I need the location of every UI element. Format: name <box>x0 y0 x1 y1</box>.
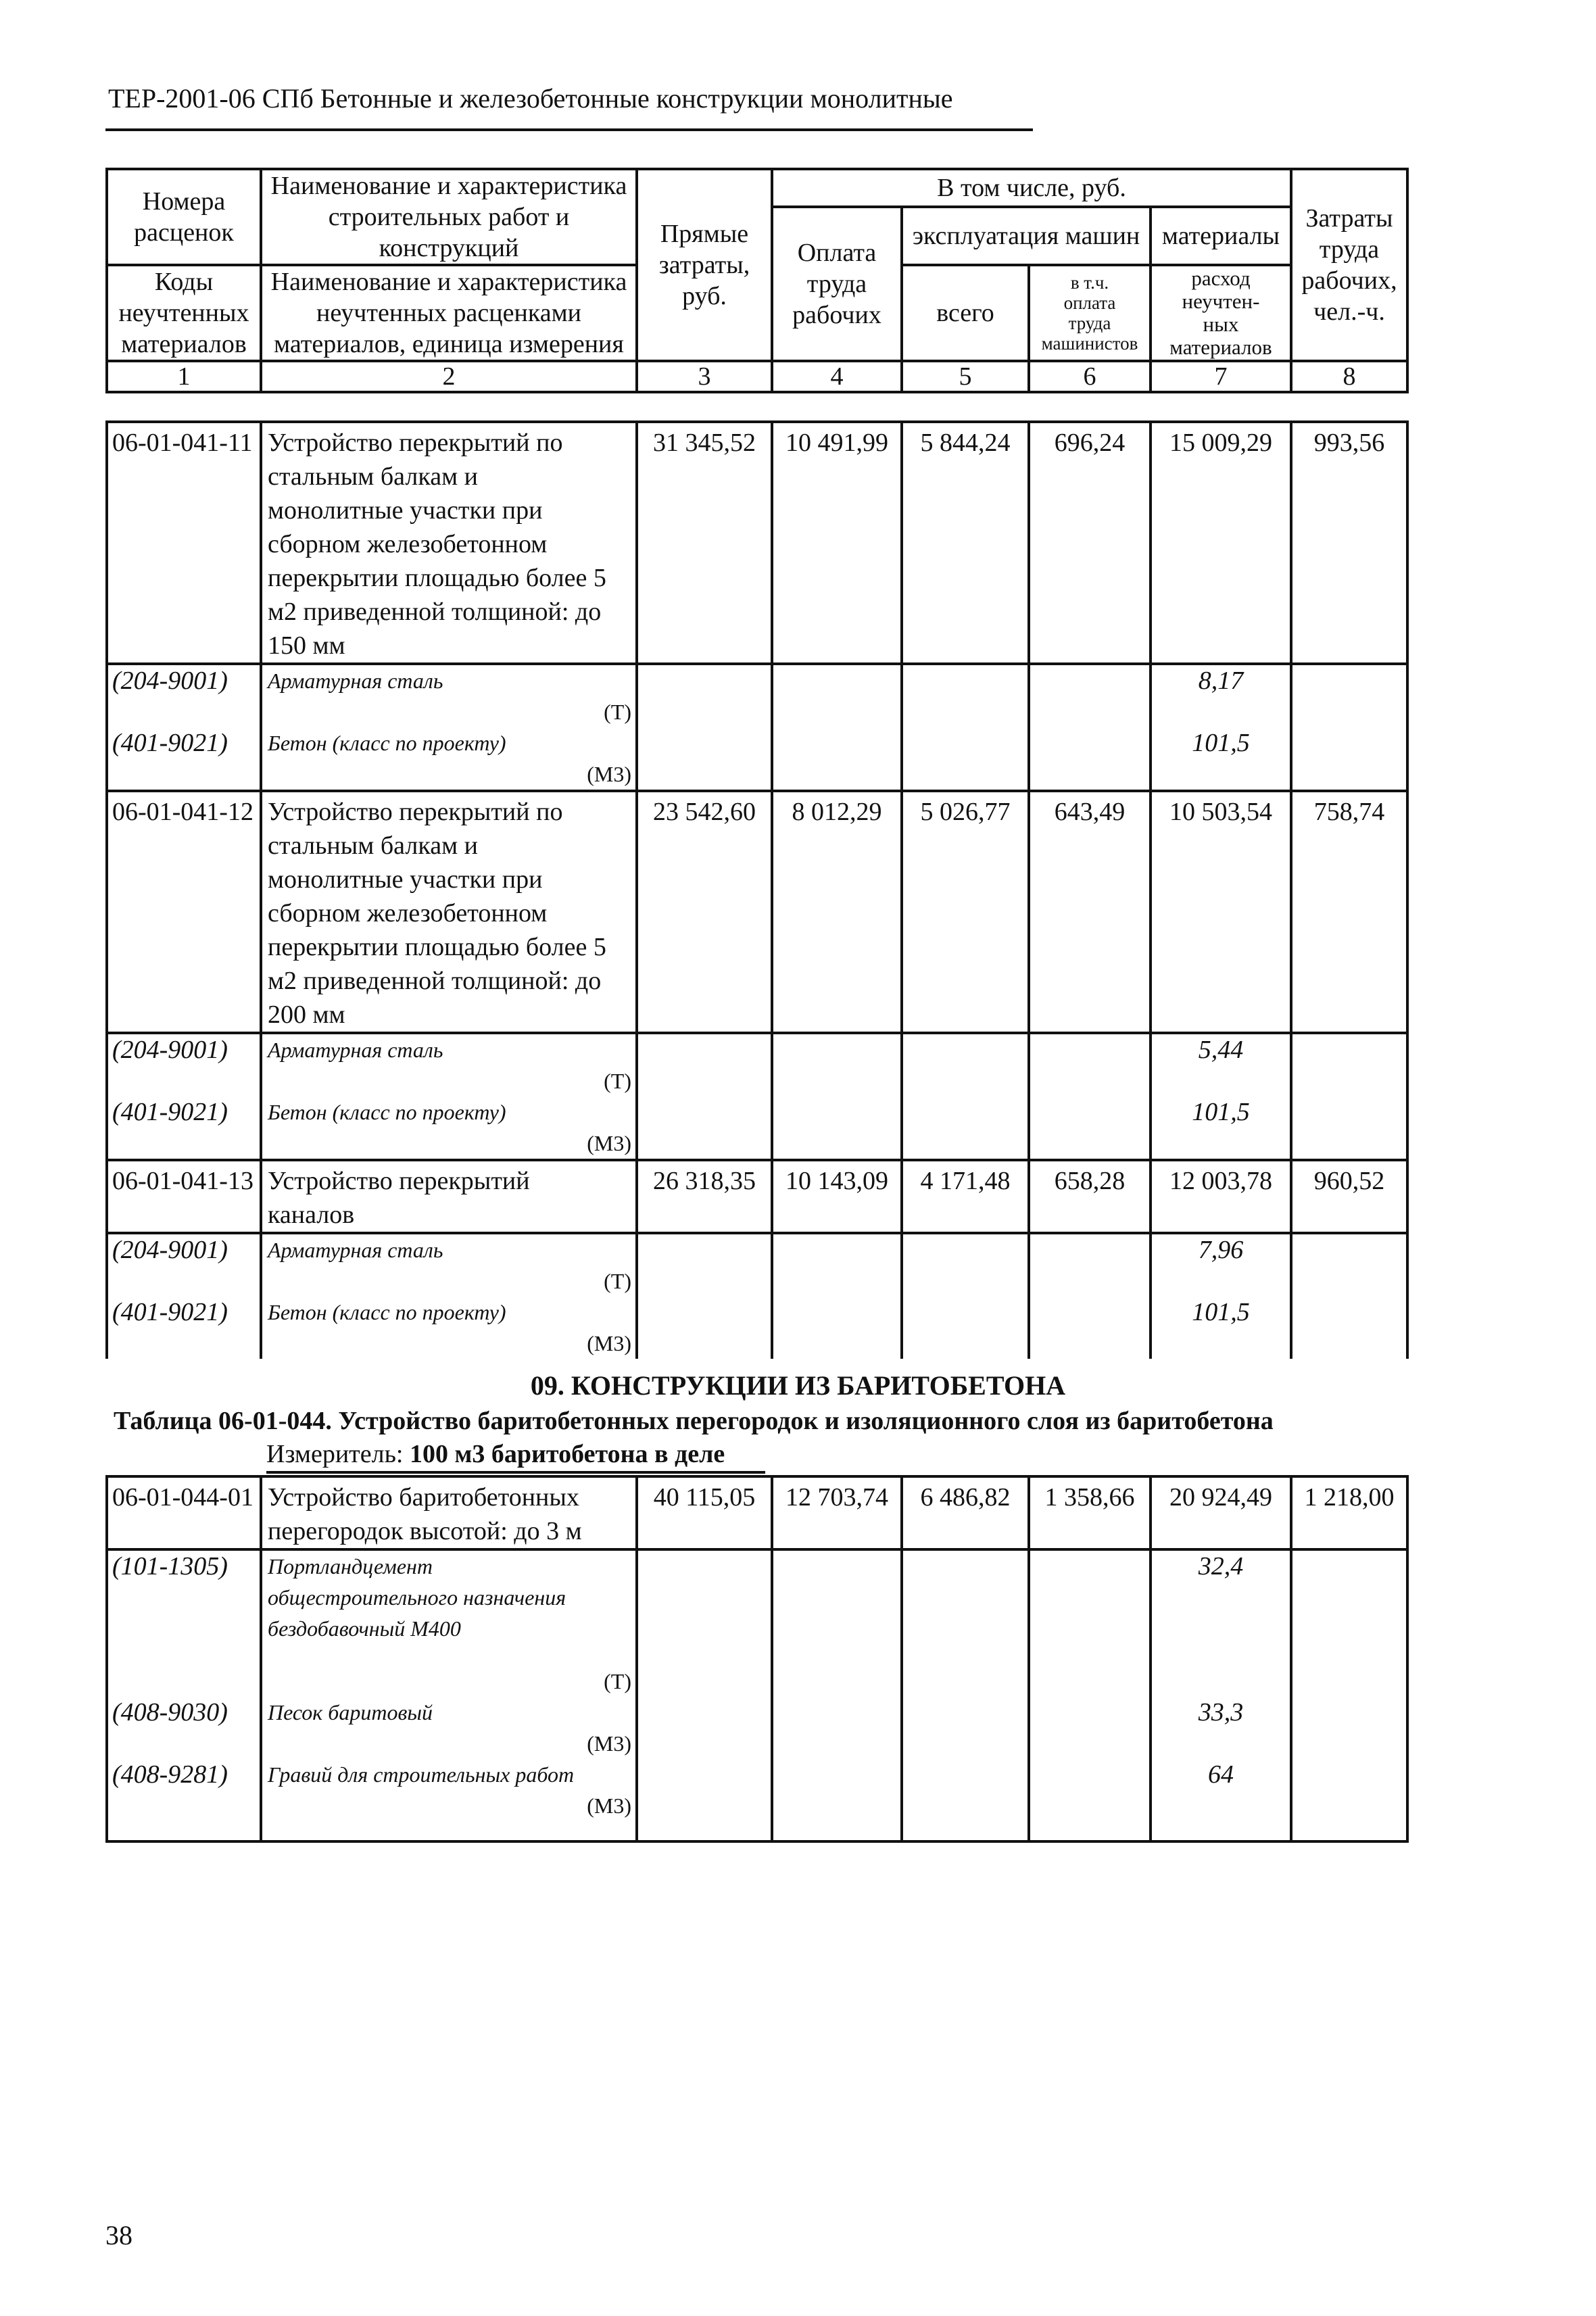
material-row <box>107 1233 1407 1297</box>
material-unit: (М3) <box>587 1131 631 1155</box>
material-code-cell <box>107 1096 261 1160</box>
value-machines: 5 026,77 <box>902 791 1029 1033</box>
group-header: В том числе, руб. <box>772 169 1291 207</box>
value-operators: 658,28 <box>1029 1160 1151 1233</box>
material-row <box>107 727 1407 791</box>
value-labor: 8 012,29 <box>772 791 902 1033</box>
page-number: 38 <box>105 2220 132 2250</box>
description-line: сборном железобетонном <box>268 899 548 927</box>
description-line: м2 приведенной толщиной: до <box>268 598 602 626</box>
description-line: каналов <box>268 1201 355 1229</box>
empty-cell <box>107 1821 261 1841</box>
col-number: 3 <box>637 361 772 392</box>
material-code-cell <box>107 664 261 727</box>
col5-header: всего <box>902 265 1029 361</box>
empty-cell <box>637 1821 772 1841</box>
description-line: Устройство перекрытий <box>268 1167 530 1195</box>
machines-header: эксплуатация машин <box>902 207 1151 265</box>
material-name: Песок баритовый <box>268 1700 433 1724</box>
material-unit: (Т) <box>604 700 631 724</box>
empty-cell <box>1029 664 1151 727</box>
value-direct: 26 318,35 <box>637 1160 772 1233</box>
measure-line <box>266 1438 725 1470</box>
material-name-cell <box>261 1759 637 1821</box>
rates-table-041 <box>105 420 1409 1359</box>
col4-header: Оплата труда рабочих <box>772 207 902 361</box>
empty-cell <box>637 1096 772 1160</box>
material-name-cell <box>261 1033 637 1096</box>
material-qty-cell <box>1151 1033 1291 1096</box>
empty-cell <box>772 1697 902 1759</box>
col3-header: Прямые затраты, руб. <box>637 169 772 361</box>
value-materials: 12 003,78 <box>1151 1160 1291 1233</box>
empty-cell <box>1029 1033 1151 1096</box>
rate-code: 06-01-041-12 <box>112 798 253 826</box>
col2-bottom-header: Наименование и характеристика неучтенных расценками материалов, единица измерения <box>261 265 637 361</box>
empty-cell <box>1029 1759 1151 1821</box>
empty-cell <box>1151 1821 1291 1841</box>
empty-cell <box>902 1096 1029 1160</box>
col6-header: в т.ч. оплата труда машинистов <box>1029 265 1151 361</box>
empty-cell <box>902 1033 1029 1096</box>
material-unit: (Т) <box>604 1069 631 1093</box>
material-qty-cell <box>1151 1233 1291 1297</box>
empty-cell <box>637 1697 772 1759</box>
table-row <box>107 1476 1407 1549</box>
empty-cell <box>772 1297 902 1359</box>
material-name-cell <box>261 727 637 791</box>
col-number: 5 <box>902 361 1029 392</box>
empty-cell <box>1291 1233 1407 1297</box>
col-number: 2 <box>261 361 637 392</box>
material-name: бездобавочный М400 <box>268 1616 461 1641</box>
empty-cell <box>637 1297 772 1359</box>
description-line: монолитные участки при <box>268 865 543 894</box>
empty-cell <box>902 1549 1029 1697</box>
material-unit: (Т) <box>604 1669 631 1693</box>
empty-cell <box>637 1759 772 1821</box>
description-line: Устройство баритобетонных <box>268 1483 579 1512</box>
empty-cell <box>902 1233 1029 1297</box>
material-row <box>107 1297 1407 1359</box>
empty-cell <box>902 664 1029 727</box>
value-labor: 10 143,09 <box>772 1160 902 1233</box>
empty-cell <box>772 1033 902 1096</box>
material-name-cell <box>261 1549 637 1697</box>
description-cell <box>261 1160 637 1233</box>
table-row <box>107 422 1407 664</box>
empty-cell <box>902 1759 1029 1821</box>
empty-cell <box>1291 1759 1407 1821</box>
rate-code-cell <box>107 791 261 1033</box>
value-machines: 4 171,48 <box>902 1160 1029 1233</box>
empty-cell <box>1291 727 1407 791</box>
material-qty: 101,5 <box>1192 1298 1250 1326</box>
description-line: перекрытии площадью более 5 <box>268 564 606 592</box>
description-line: стальным балкам и <box>268 831 478 860</box>
value-labor: 10 491,99 <box>772 422 902 664</box>
description-cell <box>261 422 637 664</box>
material-code-cell <box>107 1759 261 1821</box>
value-operators: 696,24 <box>1029 422 1151 664</box>
material-unit: (М3) <box>587 762 631 786</box>
rate-code: 06-01-041-13 <box>112 1167 253 1195</box>
material-code: (204-9001) <box>112 1236 228 1264</box>
material-name: Бетон (класс по проекту) <box>268 1100 506 1124</box>
measure-label: Измеритель: <box>266 1440 404 1468</box>
material-code-cell <box>107 1297 261 1359</box>
table-row <box>107 1160 1407 1233</box>
material-qty: 8,17 <box>1198 667 1244 695</box>
description-line: 200 мм <box>268 1000 345 1029</box>
material-code-cell <box>107 1033 261 1096</box>
rate-code-cell <box>107 1160 261 1233</box>
empty-cell <box>902 1697 1029 1759</box>
value-machines: 6 486,82 <box>902 1476 1029 1549</box>
material-unit: (М3) <box>587 1793 631 1818</box>
material-unit: (Т) <box>604 1269 631 1293</box>
material-row <box>107 1759 1407 1821</box>
col-number: 6 <box>1029 361 1151 392</box>
empty-cell <box>637 1033 772 1096</box>
value-materials: 15 009,29 <box>1151 422 1291 664</box>
value-hours: 960,52 <box>1291 1160 1407 1233</box>
description-cell <box>261 1476 637 1549</box>
material-code-cell <box>107 1697 261 1759</box>
col-number: 8 <box>1291 361 1407 392</box>
material-name: Арматурная сталь <box>268 1038 443 1062</box>
material-qty: 7,96 <box>1198 1236 1244 1264</box>
material-name: общестроительного назначения <box>268 1585 566 1610</box>
rate-code-cell <box>107 422 261 664</box>
description-line: перекрытии площадью более 5 <box>268 933 606 961</box>
col-number: 7 <box>1151 361 1291 392</box>
empty-cell <box>772 664 902 727</box>
material-code: (204-9001) <box>112 667 228 695</box>
empty-cell <box>637 1233 772 1297</box>
header-rule <box>105 128 1033 131</box>
empty-cell <box>1029 1233 1151 1297</box>
empty-cell <box>1029 1096 1151 1160</box>
materials-header: материалы <box>1151 207 1291 265</box>
empty-cell <box>902 1821 1029 1841</box>
empty-cell <box>1291 1697 1407 1759</box>
material-code: (401-9021) <box>112 1098 228 1126</box>
material-code: (204-9001) <box>112 1036 228 1064</box>
description-cell <box>261 791 637 1033</box>
material-name-cell <box>261 1096 637 1160</box>
material-qty-cell <box>1151 1297 1291 1359</box>
material-row <box>107 1697 1407 1759</box>
value-hours: 758,74 <box>1291 791 1407 1033</box>
description-line: Устройство перекрытий по <box>268 429 563 457</box>
empty-cell <box>772 727 902 791</box>
material-row <box>107 664 1407 727</box>
measure-value: 100 м3 баритобетона в деле <box>410 1440 725 1468</box>
empty-cell <box>1029 727 1151 791</box>
material-row <box>107 1033 1407 1096</box>
description-line: сборном железобетонном <box>268 530 548 558</box>
material-name: Арматурная сталь <box>268 669 443 693</box>
empty-cell <box>902 1297 1029 1359</box>
material-name: Гравий для строительных работ <box>268 1762 575 1787</box>
material-code: (101-1305) <box>112 1552 228 1581</box>
col2-top-header: Наименование и характеристика строительных работ и конструкций <box>261 169 637 265</box>
col1-bottom-header: Коды неучтенных материалов <box>107 265 261 361</box>
value-direct: 31 345,52 <box>637 422 772 664</box>
rate-code: 06-01-044-01 <box>112 1483 253 1512</box>
material-code-cell <box>107 1233 261 1297</box>
material-qty: 5,44 <box>1198 1036 1244 1064</box>
material-code: (408-9030) <box>112 1698 228 1727</box>
material-qty-cell <box>1151 1096 1291 1160</box>
value-operators: 643,49 <box>1029 791 1151 1033</box>
material-qty-cell <box>1151 1549 1291 1697</box>
empty-cell <box>637 727 772 791</box>
empty-cell <box>637 1549 772 1697</box>
table-title: Таблица 06-01-044. Устройство баритобетонных перегородок и изоляционного слоя из баритобетона <box>114 1407 1274 1435</box>
empty-cell <box>1029 1697 1151 1759</box>
empty-cell <box>261 1821 637 1841</box>
material-qty: 32,4 <box>1198 1552 1244 1581</box>
value-labor: 12 703,74 <box>772 1476 902 1549</box>
description-line: перегородок высотой: до 3 м <box>268 1517 582 1545</box>
rates-table-044 <box>105 1475 1409 1843</box>
value-materials: 20 924,49 <box>1151 1476 1291 1549</box>
material-qty: 101,5 <box>1192 729 1250 757</box>
empty-cell <box>772 1821 902 1841</box>
description-line: монолитные участки при <box>268 496 543 525</box>
col-number: 4 <box>772 361 902 392</box>
material-name-cell <box>261 1233 637 1297</box>
material-qty-cell <box>1151 727 1291 791</box>
col8-header: Затраты труда рабочих, чел.-ч. <box>1291 169 1407 361</box>
value-hours: 1 218,00 <box>1291 1476 1407 1549</box>
rate-code-cell <box>107 1476 261 1549</box>
material-code: (401-9021) <box>112 1298 228 1326</box>
empty-cell <box>772 1096 902 1160</box>
empty-cell <box>1291 1821 1407 1841</box>
measure-rule <box>266 1471 765 1474</box>
empty-cell <box>1291 1297 1407 1359</box>
empty-cell <box>1291 664 1407 727</box>
empty-cell <box>637 664 772 727</box>
value-machines: 5 844,24 <box>902 422 1029 664</box>
running-header: ТЕР-2001-06 СПб Бетонные и железобетонные конструкции монолитные <box>108 83 953 114</box>
material-name-cell <box>261 664 637 727</box>
col7-header: расход неучтен- ных материалов <box>1151 265 1291 361</box>
material-qty: 33,3 <box>1198 1698 1244 1727</box>
description-line: Устройство перекрытий по <box>268 798 563 826</box>
column-header-table <box>105 168 1409 393</box>
value-direct: 23 542,60 <box>637 791 772 1033</box>
material-code-cell <box>107 1549 261 1697</box>
value-direct: 40 115,05 <box>637 1476 772 1549</box>
col1-top-header: Номера расценок <box>107 169 261 265</box>
material-unit: (М3) <box>587 1731 631 1756</box>
material-row <box>107 1096 1407 1160</box>
rate-code: 06-01-041-11 <box>112 429 253 457</box>
material-code: (408-9281) <box>112 1760 228 1789</box>
value-hours: 993,56 <box>1291 422 1407 664</box>
material-qty: 101,5 <box>1192 1098 1250 1126</box>
material-spacer <box>268 1644 631 1666</box>
material-qty-cell <box>1151 664 1291 727</box>
material-qty-cell <box>1151 1759 1291 1821</box>
value-operators: 1 358,66 <box>1029 1476 1151 1549</box>
material-name: Бетон (класс по проекту) <box>268 731 506 755</box>
description-line: стальным балкам и <box>268 462 478 491</box>
material-name: Бетон (класс по проекту) <box>268 1300 506 1324</box>
material-unit: (М3) <box>587 1331 631 1355</box>
material-name-cell <box>261 1697 637 1759</box>
material-code-cell <box>107 727 261 791</box>
material-name: Портландцемент <box>268 1554 433 1578</box>
material-qty-cell <box>1151 1697 1291 1759</box>
empty-cell <box>1029 1821 1151 1841</box>
material-qty: 64 <box>1208 1760 1234 1789</box>
empty-cell <box>1029 1549 1151 1697</box>
empty-cell <box>1029 1297 1151 1359</box>
empty-cell <box>772 1233 902 1297</box>
col-number: 1 <box>107 361 261 392</box>
empty-cell <box>772 1759 902 1821</box>
table-bottom-pad <box>107 1821 1407 1841</box>
table-row <box>107 791 1407 1033</box>
description-line: м2 приведенной толщиной: до <box>268 967 602 995</box>
empty-cell <box>1291 1549 1407 1697</box>
empty-cell <box>772 1549 902 1697</box>
empty-cell <box>1291 1033 1407 1096</box>
material-name: Арматурная сталь <box>268 1238 443 1262</box>
section-title: 09. КОНСТРУКЦИИ ИЗ БАРИТОБЕТОНА <box>530 1370 1066 1401</box>
material-name-cell <box>261 1297 637 1359</box>
empty-cell <box>902 727 1029 791</box>
material-code: (401-9021) <box>112 729 228 757</box>
material-row <box>107 1549 1407 1697</box>
description-line: 150 мм <box>268 631 345 660</box>
value-materials: 10 503,54 <box>1151 791 1291 1033</box>
empty-cell <box>1291 1096 1407 1160</box>
